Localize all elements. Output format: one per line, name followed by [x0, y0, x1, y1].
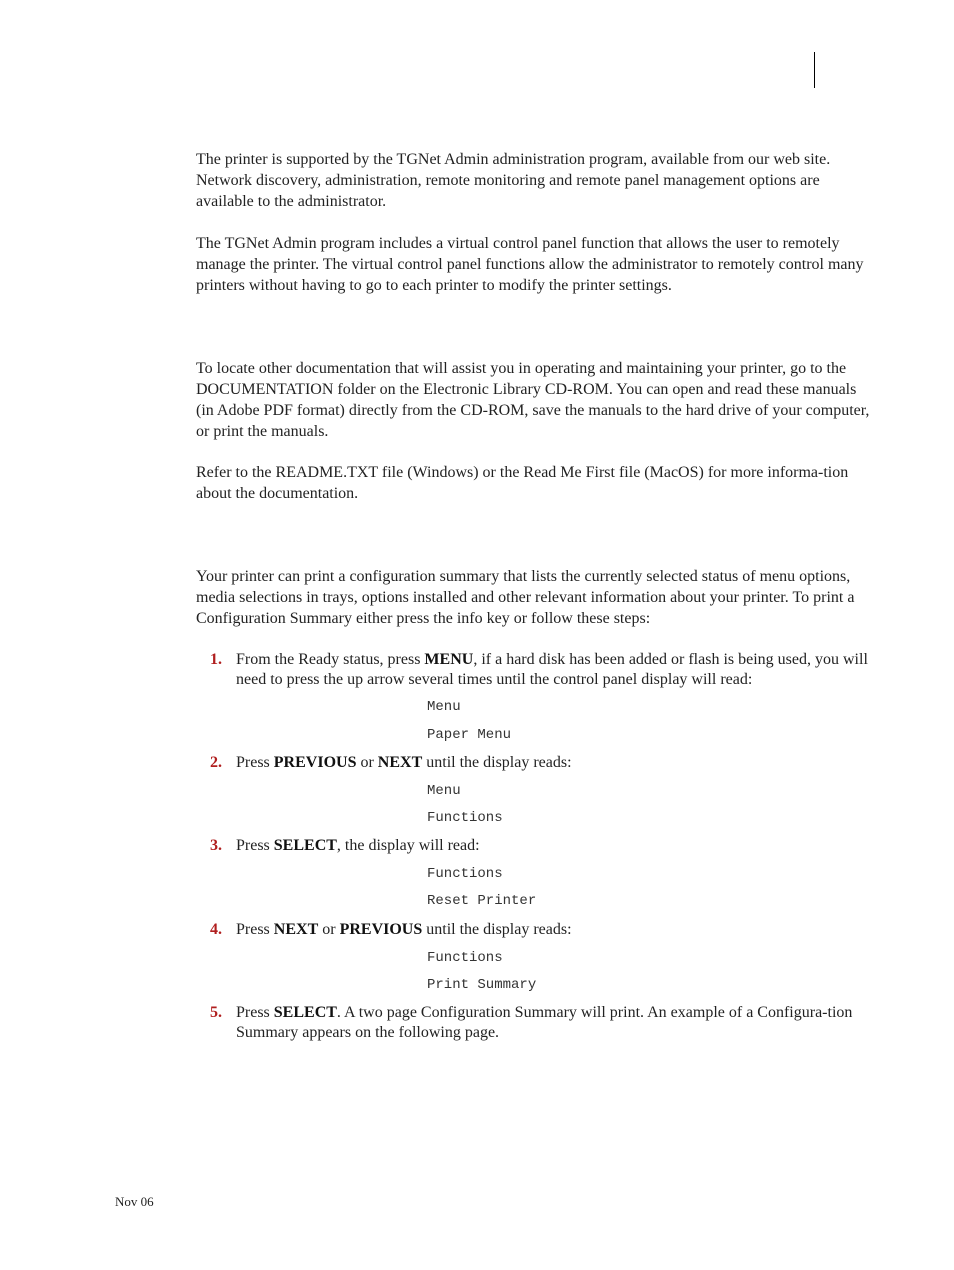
display-line: Functions — [427, 866, 503, 882]
display-line: Paper Menu — [427, 727, 512, 743]
step-number: 5. — [210, 1004, 222, 1021]
step-text: Press PREVIOUS or NEXT until the display reads: — [236, 754, 572, 771]
display-line: Print Summary — [427, 977, 537, 993]
documentation-paragraph-1: To locate other documentation that will assist you in operating and maintaining your printer, go to the DOCUMENTATION folder on the Electronic Library CD-ROM. You can open and read these manuals (in Adobe PDF format) directly from the CD-ROM, save the manuals to the hard drive of your computer, or print the manuals. — [196, 360, 870, 440]
step-number: 2. — [210, 754, 222, 771]
key-previous: PREVIOUS — [339, 921, 423, 938]
display-line: Functions — [427, 950, 503, 966]
step-text: Press SELECT, the display will read: — [236, 837, 480, 854]
step-text: Press NEXT or PREVIOUS until the display reads: — [236, 921, 572, 938]
key-menu: MENU — [424, 651, 474, 668]
display-line: Menu — [427, 699, 461, 715]
display-line: Menu — [427, 783, 461, 799]
key-next: NEXT — [273, 921, 319, 938]
step-text: Press SELECT. A two page Configuration Summary will print. An example of a Configura-tion Summary appears on the following page. — [236, 1004, 853, 1041]
step-text: From the Ready status, press MENU, if a hard disk has been added or flash is being used, you will need to press the up arrow several times until the control panel display will read: — [236, 651, 868, 688]
config-paragraph: Your printer can print a configuration summary that lists the currently selected status of menu options, media selections in trays, options installed and other relevant information about your printer. To print a Configuration Summary either press the info key or follow these steps: — [196, 568, 855, 627]
key-select: SELECT — [273, 837, 337, 854]
footer-date: Nov 06 — [115, 1194, 154, 1209]
key-previous: PREVIOUS — [273, 754, 357, 771]
key-next: NEXT — [377, 754, 423, 771]
step-number: 1. — [210, 651, 222, 668]
header-rule — [814, 52, 815, 88]
admin-paragraph-1: The printer is supported by the TGNet Admin administration program, available from our web site. Network discovery, administration, remote monitoring and remote panel management options are available to the administrator. — [196, 151, 831, 210]
documentation-paragraph-2: Refer to the README.TXT file (Windows) or the Read Me First file (MacOS) for more informa-tion about the documentation. — [196, 464, 849, 502]
display-line: Reset Printer — [427, 893, 537, 909]
step-number: 3. — [210, 837, 222, 854]
admin-paragraph-2: The TGNet Admin program includes a virtual control panel function that allows the user to remotely manage the printer. The virtual control panel functions allow the administrator to remotely control many printers without having to go to each printer to modify the printer settings. — [196, 235, 864, 294]
key-select: SELECT — [273, 1004, 337, 1021]
step-number: 4. — [210, 921, 222, 938]
display-line: Functions — [427, 810, 503, 826]
